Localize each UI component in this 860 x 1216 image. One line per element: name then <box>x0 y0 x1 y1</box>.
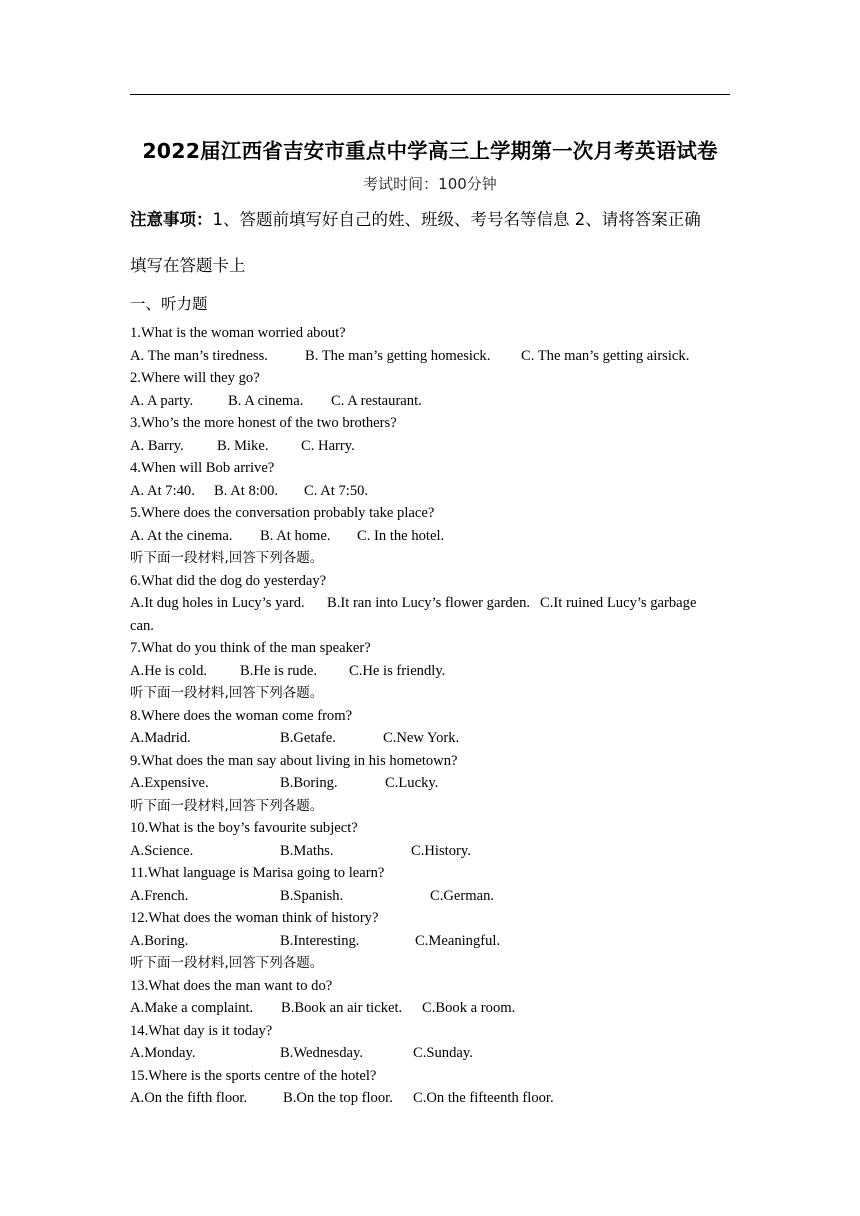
option-a: A. The man’s tiredness. <box>130 347 268 364</box>
notice-line-2: 填写在答题卡上 <box>130 256 246 275</box>
question-8: 8.Where does the woman come from? <box>130 707 353 724</box>
option-c: C. The man’s getting airsick. <box>521 347 690 364</box>
option-b: B. The man’s getting homesick. <box>305 347 491 364</box>
option-c: C. A restaurant. <box>331 392 422 409</box>
question-1: 1.What is the woman worried about? <box>130 325 346 341</box>
options-6 <box>130 592 750 615</box>
question-6: 6.What did the dog do yesterday? <box>130 572 327 589</box>
question-13: 13.What does the man want to do? <box>130 977 333 994</box>
question-list <box>130 322 750 1110</box>
option-a: A.Make a complaint. <box>130 1000 254 1016</box>
question-3: 3.Who’s the more honest of the two brothers? <box>130 415 397 431</box>
header-rule <box>130 94 730 95</box>
page-title: 2022届江西省吉安市重点中学高三上学期第一次月考英语试卷 <box>142 139 718 163</box>
question-4: 4.When will Bob arrive? <box>130 460 275 476</box>
option-b: B.Wednesday. <box>280 1045 363 1061</box>
option-c: C.New York. <box>383 730 460 746</box>
question-14: 14.What day is it today? <box>130 1022 273 1039</box>
exam-duration: 考试时间：100分钟 <box>363 175 497 193</box>
question-2: 2.Where will they go? <box>130 370 260 386</box>
option-a: A. A party. <box>130 392 194 409</box>
options-5 <box>130 525 750 548</box>
option-c: C. Harry. <box>301 437 355 454</box>
option-b: B.Maths. <box>280 842 334 859</box>
option-b: B.Getafe. <box>280 730 336 746</box>
options-12 <box>130 930 750 953</box>
option-c-continuation: can. <box>130 617 154 634</box>
option-c: C.History. <box>411 842 471 859</box>
option-a: A.Expensive. <box>130 775 209 791</box>
options-10 <box>130 840 750 863</box>
option-a: A.He is cold. <box>130 662 208 679</box>
option-b: B.Book an air ticket. <box>281 1000 403 1016</box>
option-b: B.He is rude. <box>240 662 318 679</box>
options-2 <box>130 390 750 413</box>
question-11: 11.What language is Marisa going to learn? <box>130 865 385 881</box>
question-10: 10.What is the boy’s favourite subject? <box>130 820 358 836</box>
option-b: B. At 8:00. <box>214 482 279 499</box>
option-c: C.He is friendly. <box>349 662 446 679</box>
option-a: A.On the fifth floor. <box>130 1090 248 1106</box>
options-1 <box>130 345 750 368</box>
option-b: B.It ran into Lucy’s flower garden. <box>327 595 531 611</box>
options-15 <box>130 1087 750 1110</box>
option-a: A. At the cinema. <box>130 527 233 544</box>
option-a: A.French. <box>130 887 189 904</box>
question-15: 15.Where is the sports centre of the hotel? <box>130 1067 377 1084</box>
option-b: B. Mike. <box>217 437 269 454</box>
options-14 <box>130 1042 750 1065</box>
question-12: 12.What does the woman think of history? <box>130 910 379 926</box>
option-c: C.Book a room. <box>422 1000 516 1016</box>
option-a: A.Monday. <box>130 1045 196 1061</box>
option-b: B.Boring. <box>280 775 338 791</box>
option-a: A.Science. <box>130 842 194 859</box>
option-c: C. In the hotel. <box>357 527 445 544</box>
options-8 <box>130 727 750 750</box>
option-a: A.Madrid. <box>130 730 191 746</box>
question-7: 7.What do you think of the man speaker? <box>130 640 371 656</box>
question-5: 5.Where does the conversation probably take place? <box>130 505 435 521</box>
notice-line-1 <box>130 206 740 230</box>
notice-text-1: 1、答题前填写好自己的姓、班级、考号名等信息 2、请将答案正确 <box>212 210 701 229</box>
option-a: A. At 7:40. <box>130 482 195 499</box>
option-c: C.Meaningful. <box>415 932 501 949</box>
option-c: C.Sunday. <box>413 1045 473 1061</box>
option-c: C.It ruined Lucy’s garbage <box>540 595 697 611</box>
notice-label: 注意事项： <box>130 210 213 229</box>
option-c: C.German. <box>430 887 495 904</box>
option-c: C. At 7:50. <box>304 482 369 499</box>
option-a: A.Boring. <box>130 932 189 949</box>
material-note: 听下面一段材料,回答下列各题。 <box>130 955 324 971</box>
option-b: B.Spanish. <box>280 887 344 904</box>
option-b: B.Interesting. <box>280 932 360 949</box>
options-13 <box>130 997 750 1020</box>
options-4 <box>130 480 750 503</box>
options-11 <box>130 885 750 908</box>
option-a: A.It dug holes in Lucy’s yard. <box>130 595 305 611</box>
option-a: A. Barry. <box>130 437 184 454</box>
option-c: C.On the fifteenth floor. <box>413 1090 554 1106</box>
option-b: B. At home. <box>260 527 331 544</box>
option-c: C.Lucky. <box>385 775 439 791</box>
option-b: B. A cinema. <box>228 392 304 409</box>
material-note: 听下面一段材料,回答下列各题。 <box>130 550 324 566</box>
material-note: 听下面一段材料,回答下列各题。 <box>130 797 324 814</box>
section-title: 一、听力题 <box>130 295 208 313</box>
option-b: B.On the top floor. <box>283 1090 393 1106</box>
question-9: 9.What does the man say about living in his hometown? <box>130 752 458 769</box>
options-3 <box>130 435 750 458</box>
options-7 <box>130 660 750 683</box>
material-note: 听下面一段材料,回答下列各题。 <box>130 685 324 701</box>
options-9 <box>130 772 750 795</box>
